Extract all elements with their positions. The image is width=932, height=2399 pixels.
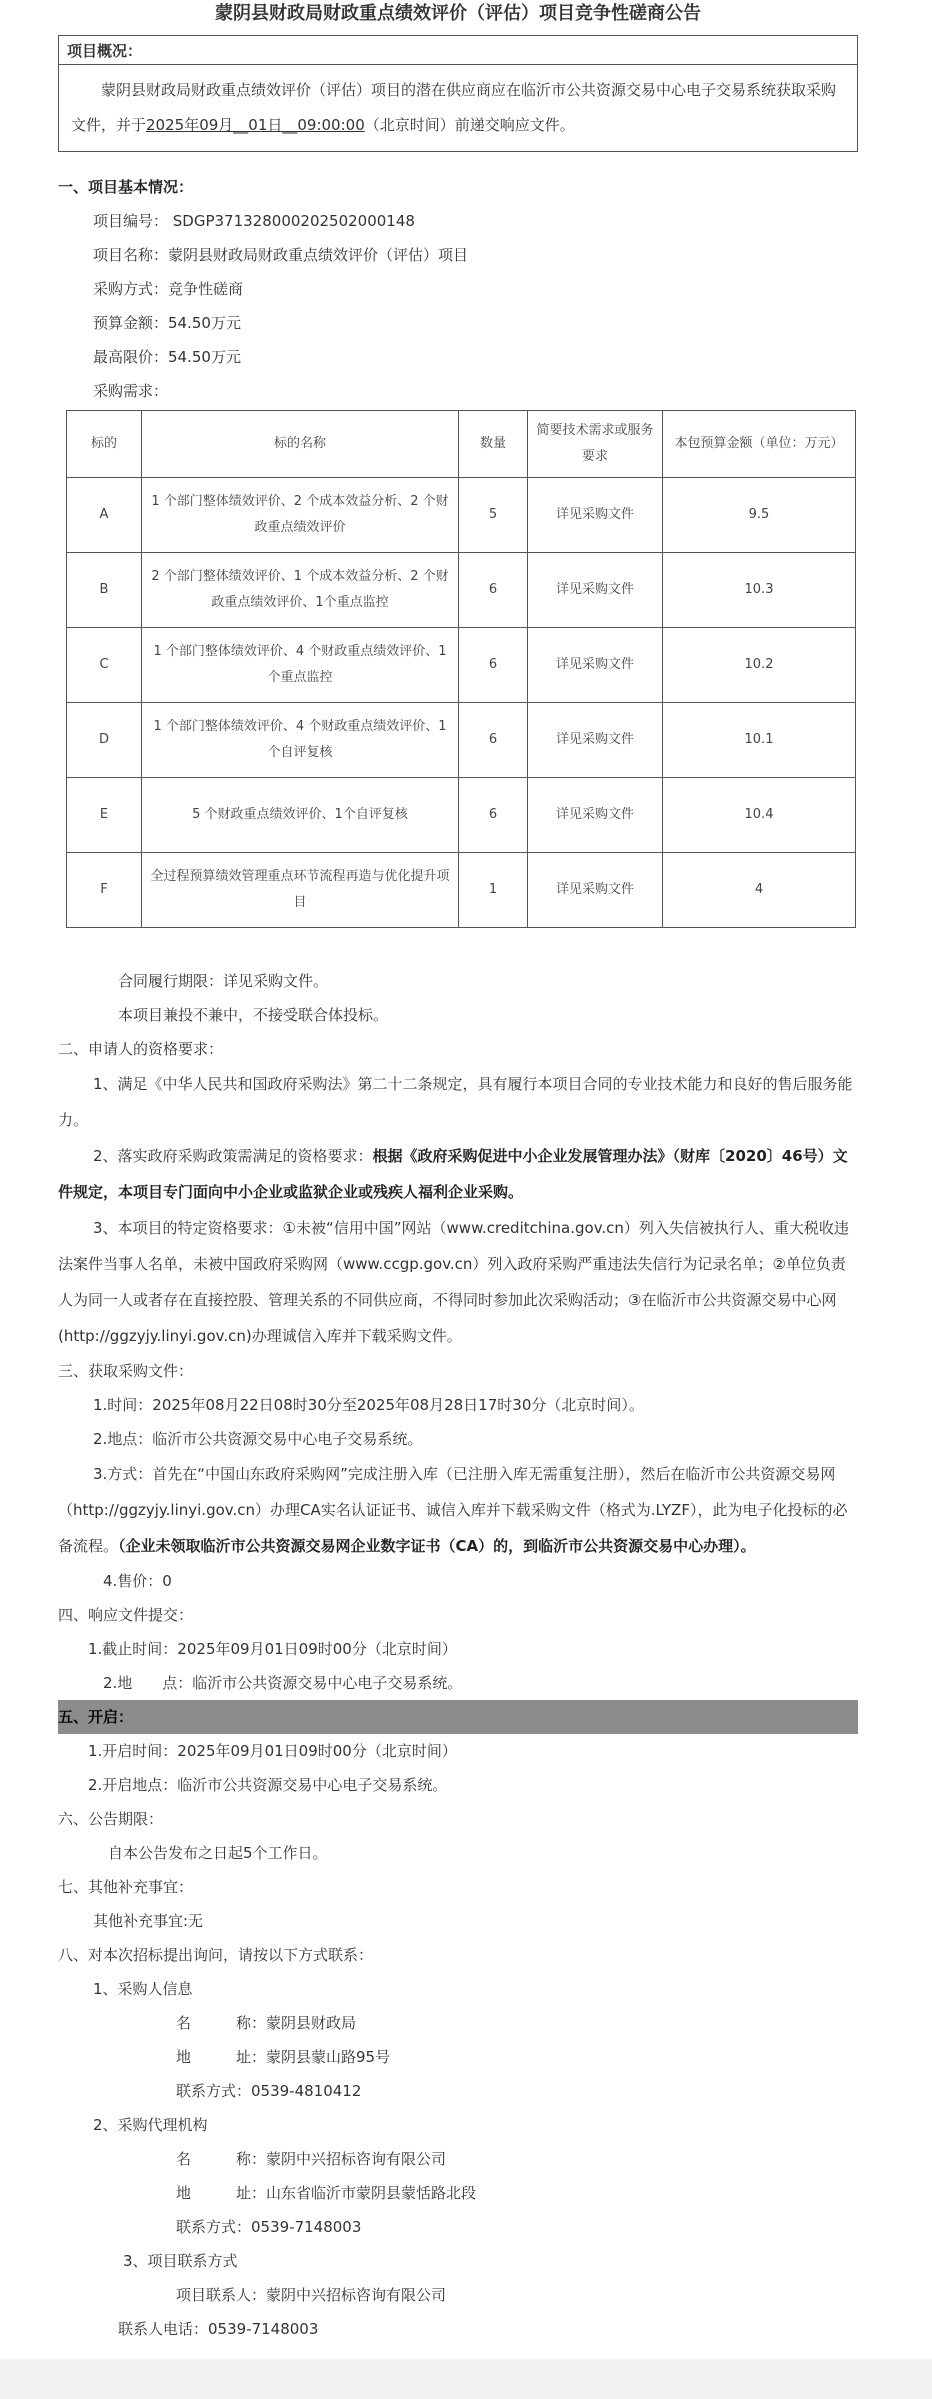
contract-period: 合同履行期限：详见采购文件。 — [118, 972, 329, 990]
table-cell: 详见采购文件 — [528, 553, 663, 628]
no-joint-bid: 本项目兼投不兼中，不接受联合体投标。 — [118, 1006, 389, 1024]
buyer-address: 地 址：蒙阴县蒙山路95号 — [176, 2048, 391, 2066]
table-row — [67, 628, 856, 703]
agent-address: 地 址：山东省临沂市蒙阴县蒙恬路北段 — [176, 2184, 477, 2202]
overview-heading: 项目概况： — [59, 36, 857, 65]
table-row — [67, 853, 856, 928]
section-4-heading: 四、响应文件提交： — [58, 1606, 194, 1624]
table-cell: 6 — [459, 703, 528, 778]
section-5-heading: 五、开启： — [58, 1700, 858, 1734]
table-cell: 6 — [459, 778, 528, 853]
contact-heading: 3、项目联系方式 — [123, 2252, 238, 2270]
table-cell: 5 个财政重点绩效评价、1个自评复核 — [142, 778, 459, 853]
table-cell: 详见采购文件 — [528, 778, 663, 853]
table-header-row — [67, 411, 856, 478]
table-cell: 详见采购文件 — [528, 703, 663, 778]
overview-text-b: （北京时间）前递交响应文件。 — [364, 116, 575, 134]
table-row — [67, 478, 856, 553]
table-cell: C — [67, 628, 142, 703]
submit-place: 2.地 点：临沂市公共资源交易中心电子交易系统。 — [103, 1674, 463, 1692]
section-6-heading: 六、公告期限： — [58, 1810, 164, 1828]
agent-name: 名 称：蒙阴中兴招标咨询有限公司 — [176, 2150, 447, 2168]
other-matters: 其他补充事宜:无 — [93, 1912, 204, 1930]
table-cell: 1 个部门整体绩效评价、2 个成本效益分析、2 个财政重点绩效评价 — [142, 478, 459, 553]
max-price: 最高限价：54.50万元 — [93, 348, 241, 366]
procurement-method: 采购方式：竞争性磋商 — [93, 280, 244, 298]
table-cell: 9.5 — [663, 478, 856, 553]
agent-phone: 联系方式：0539-7148003 — [176, 2218, 362, 2236]
procurement-needs: 采购需求： — [93, 382, 169, 400]
section-3-heading: 三、获取采购文件： — [58, 1362, 194, 1380]
table-cell: 6 — [459, 553, 528, 628]
table-cell: B — [67, 553, 142, 628]
table-cell: 1 个部门整体绩效评价、4 个财政重点绩效评价、1个重点监控 — [142, 628, 459, 703]
open-time: 1.开启时间：2025年09月01日09时00分（北京时间） — [88, 1742, 457, 1760]
table-cell: 2 个部门整体绩效评价、1 个成本效益分析、2 个财政重点绩效评价、1个重点监控 — [142, 553, 459, 628]
qualification-3: 3、本项目的特定资格要求：①未被“信用中国”网站（www.creditchina.gov.cn）列入失信被执行人、重大税收违法案件当事人名单，未被中国政府采购网（www.ccgp.gov.cn）列入政府采购严重违法失信行为记录名单；②单位负责人为同一人或者存在直接控股、管理关系的不同供应商，不得同时参加此次采购活动；③在临沂市公共资源交易中心网(http://ggzyjy.linyi.gov.cn)办理诚信入库并下载采购文件。 — [58, 1219, 849, 1345]
buyer-name: 名 称：蒙阴县财政局 — [176, 2014, 357, 2032]
table-cell: 详见采购文件 — [528, 853, 663, 928]
document-price: 4.售价：0 — [103, 1572, 172, 1590]
section-2-heading: 二、申请人的资格要求： — [58, 1040, 224, 1058]
agent-info-heading: 2、采购代理机构 — [93, 2116, 208, 2134]
table-cell: F — [67, 853, 142, 928]
table-cell: 4 — [663, 853, 856, 928]
overview-text — [59, 65, 857, 151]
table-row — [67, 553, 856, 628]
qualification-2-policy: 根据《政府采购促进中小企业发展管理办法》（财库〔2020〕46号）文件规定，本项目专门面向中小企业或监狱企业或残疾人福利企业采购。 — [58, 1147, 848, 1201]
overview-deadline: 2025年09月__01日__09:00:00 — [146, 116, 365, 134]
table-cell: 5 — [459, 478, 528, 553]
table-cell: 10.4 — [663, 778, 856, 853]
table-cell: E — [67, 778, 142, 853]
announcement — [58, 0, 858, 2346]
table-cell: 10.1 — [663, 703, 856, 778]
project-name: 项目名称：蒙阴县财政局财政重点绩效评价（评估）项目 — [93, 246, 469, 264]
submit-deadline: 1.截止时间：2025年09月01日09时00分（北京时间） — [88, 1640, 457, 1658]
qualification-1: 1、满足《中华人民共和国政府采购法》第二十二条规定，具有履行本项目合同的专业技术能力和良好的售后服务能力。 — [58, 1075, 853, 1129]
project-number: 项目编号： SDGP371328000202502000148 — [93, 212, 415, 230]
table-header: 标的 — [67, 411, 142, 478]
buyer-info-heading: 1、采购人信息 — [93, 1980, 193, 1998]
section-7-heading: 七、其他补充事宜： — [58, 1878, 194, 1896]
table-row — [67, 778, 856, 853]
obtain-way-text: 3.方式：首先在“中国山东政府采购网”完成注册入库（已注册入库无需重复注册），然后在临沂市公共资源交易网（http://ggzyjy.linyi.gov.cn）办理CA实名认证证书、诚信入库并下载采购文件（格式为.LYZF），此为电子化投标的必备流程。 — [58, 1465, 848, 1555]
notice-period: 自本公告发布之日起5个工作日。 — [108, 1844, 328, 1862]
table-cell: A — [67, 478, 142, 553]
table-cell: 6 — [459, 628, 528, 703]
open-place: 2.开启地点：临沂市公共资源交易中心电子交易系统。 — [88, 1776, 448, 1794]
page-footer-bar — [0, 2359, 932, 2399]
table-cell: 1 个部门整体绩效评价、4 个财政重点绩效评价、1个自评复核 — [142, 703, 459, 778]
overview-text-a: 蒙阴县财政局财政重点绩效评价（评估）项目的潜在供应商应在临沂市公共资源交易中心电子交易系统获取采购文件，并于 — [71, 81, 837, 134]
section-1-heading: 一、项目基本情况： — [58, 178, 194, 196]
table-header: 简要技术需求或服务要求 — [528, 411, 663, 478]
table-cell: 全过程预算绩效管理重点环节流程再造与优化提升项目 — [142, 853, 459, 928]
contact-phone: 联系人电话：0539-7148003 — [118, 2320, 319, 2338]
table-header: 本包预算金额（单位：万元） — [663, 411, 856, 478]
table-cell: 详见采购文件 — [528, 628, 663, 703]
obtain-way — [58, 1456, 858, 1564]
section-8-heading: 八、对本次招标提出询问，请按以下方式联系： — [58, 1946, 374, 1964]
table-cell: D — [67, 703, 142, 778]
table-cell: 详见采购文件 — [528, 478, 663, 553]
table-row — [67, 703, 856, 778]
buyer-phone: 联系方式：0539-4810412 — [176, 2082, 362, 2100]
obtain-way-note: （企业未领取临沂市公共资源交易网企业数字证书（CA）的，到临沂市公共资源交易中心办理）。 — [118, 1537, 756, 1555]
page-title: 蒙阴县财政局财政重点绩效评价（评估）项目竞争性磋商公告 — [215, 3, 701, 24]
table-cell: 10.3 — [663, 553, 856, 628]
budget-amount: 预算金额：54.50万元 — [93, 314, 241, 332]
obtain-place: 2.地点：临沂市公共资源交易中心电子交易系统。 — [93, 1430, 423, 1448]
table-cell: 1 — [459, 853, 528, 928]
qualification-2-lead: 2、落实政府采购政策需满足的资格要求： — [93, 1147, 373, 1165]
table-cell: 10.2 — [663, 628, 856, 703]
contact-person: 项目联系人：蒙阴中兴招标咨询有限公司 — [176, 2286, 447, 2304]
qualification-2 — [58, 1138, 858, 1210]
table-header: 数量 — [459, 411, 528, 478]
requirements-table — [66, 410, 856, 928]
overview-box — [58, 35, 858, 152]
table-header: 标的名称 — [142, 411, 459, 478]
obtain-time: 1.时间：2025年08月22日08时30分至2025年08月28日17时30分（北京时间）。 — [93, 1396, 644, 1414]
